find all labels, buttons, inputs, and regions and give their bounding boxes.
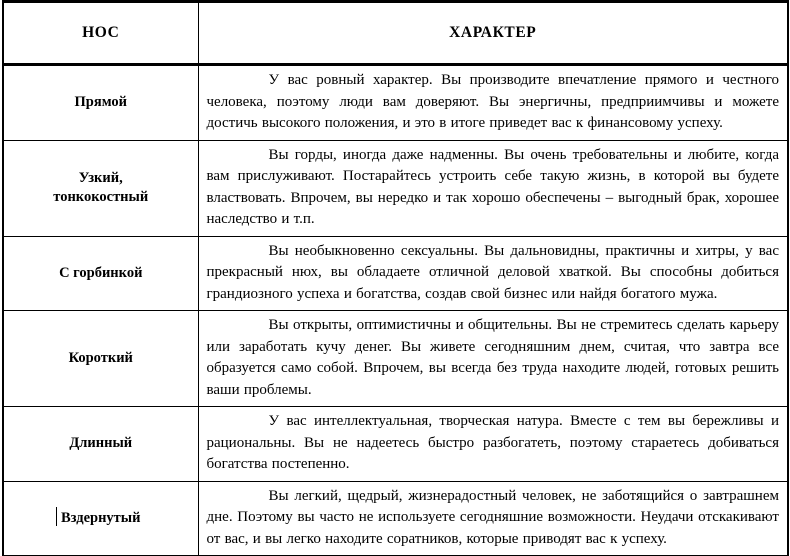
cell-nose-type — [3, 481, 198, 556]
table-row — [3, 140, 788, 236]
cell-character-description: У вас интеллектуальная, творческая натура. Вместе с тем вы бережливы и рациональны. Вы не надеетесь быстро разбогатеть, поэтому стараетесь добиваться богатства постепенно. — [198, 407, 788, 482]
table-row — [3, 65, 788, 141]
table-row — [3, 236, 788, 311]
column-header-character: ХАРАКТЕР — [198, 2, 788, 65]
nose-label: Вздернутый — [61, 509, 141, 526]
cell-character-description: Вы горды, иногда даже надменны. Вы очень требовательны и любите, когда вам прислуживают. Постарайтесь устроить себе такую жизнь, в которой вы будете властвовать. Впрочем, вы нередко и так хорошо обеспечены – выгодный брак, хорошее наследство и т.п. — [198, 140, 788, 236]
nose-label-line-1: Узкий, — [78, 170, 123, 186]
text-caret-icon — [56, 507, 57, 526]
nose-label: Прямой — [74, 94, 127, 111]
cell-character-description: Вы легкий, щедрый, жизнерадостный человек, не заботящийся о завтрашнем дне. Поэтому вы часто не используете сегодняшние возможности. Неудачи отскакивают от вас, и вы легко находите соратников, которые приводят вас к успеху. — [198, 481, 788, 556]
nose-label: С горбинкой — [59, 264, 143, 281]
table-header — [3, 2, 788, 65]
nose-label-line-2: тонкокостный — [53, 189, 149, 205]
nose-character-table — [2, 0, 789, 556]
table-body — [3, 65, 788, 556]
table-row — [3, 481, 788, 556]
cell-nose-type — [3, 140, 198, 236]
table-row — [3, 407, 788, 482]
nose-label: Длинный — [69, 435, 133, 452]
nose-label-with-caret — [61, 509, 140, 528]
cell-character-description: Вы необыкновенно сексуальны. Вы дальновидны, практичны и хитры, у вас прекрасный нюх, вы обладаете отличной деловой хваткой. Вы способны добиться грандиозного успеха и богатства, создав свой бизнес или найдя богатого мужа. — [198, 236, 788, 311]
table-row — [3, 311, 788, 407]
cell-nose-type — [3, 236, 198, 311]
cell-character-description: У вас ровный характер. Вы производите впечатление прямого и честного человека, поэтому люди вам доверяют. Вы энергичны, предприимчивы и можете достичь высокого положения, и это в итоге приведет вас к финансовому успеху. — [198, 65, 788, 141]
nose-label: Короткий — [68, 350, 133, 366]
cell-nose-type — [3, 65, 198, 141]
cell-nose-type — [3, 311, 198, 407]
column-header-nose: НОС — [3, 2, 198, 65]
table-header-row — [3, 2, 788, 65]
cell-nose-type — [3, 407, 198, 482]
cell-character-description: Вы открыты, оптимистичны и общительны. Вы не стремитесь сделать карьеру или заработать кучу денег. Вы живете сегодняшним днем, считая, что завтра все образуется само собой. Впрочем, вы всегда без труда находите людей, готовых решить ваши проблемы. — [198, 311, 788, 407]
